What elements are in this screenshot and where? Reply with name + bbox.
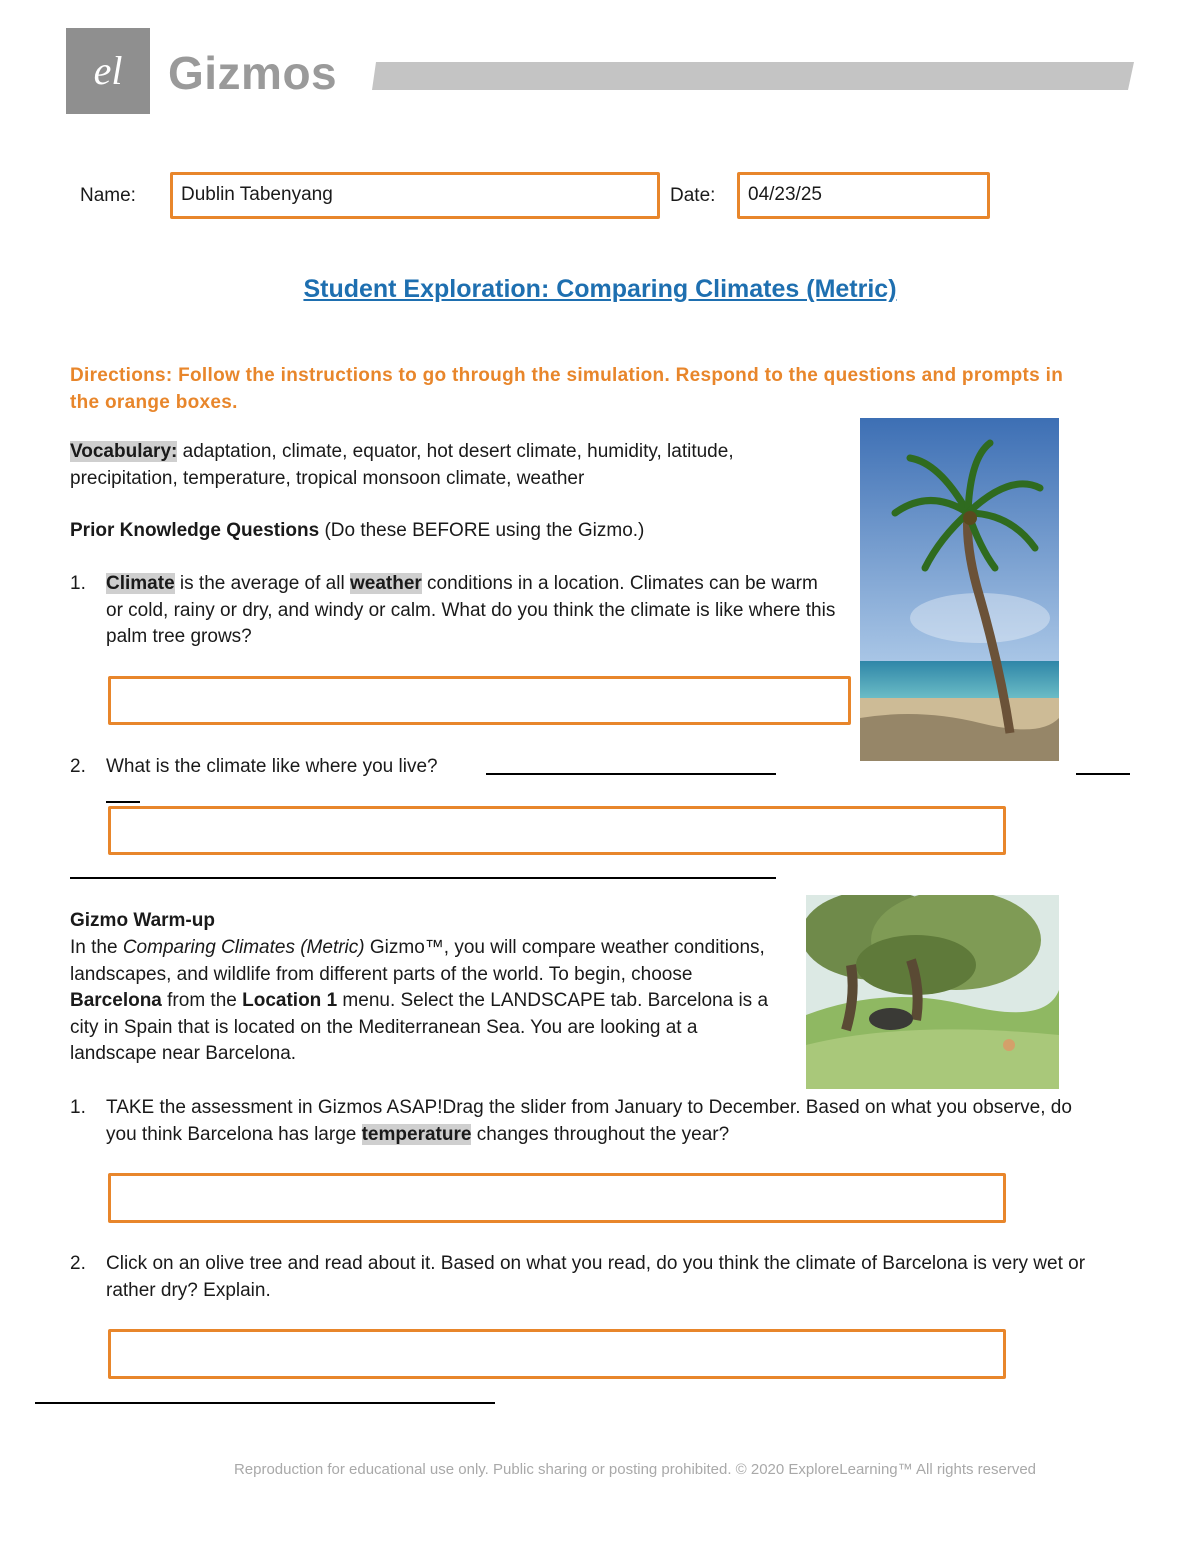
prior-heading-note: (Do these BEFORE using the Gizmo.) — [324, 520, 645, 541]
prior-q1-text — [106, 571, 836, 651]
explorelearning-logo-icon — [66, 28, 150, 114]
warmup-p4: menu. Select the LANDSCAPE tab. Barcelona is a city in Spain that is located on the Mediterranean Sea. You are looking at a landscape near Barcelona. — [70, 990, 769, 1064]
term-weather: weather — [349, 573, 422, 594]
barcelona-landscape-image — [806, 895, 1059, 1089]
prior-q1-part1: is the average of all — [174, 573, 350, 594]
svg-text:el: el — [93, 48, 123, 93]
answer-line — [70, 877, 776, 879]
prior-heading-text: Prior Knowledge Questions — [70, 520, 320, 541]
prior-q2-number: 2. — [70, 756, 86, 777]
warmup-q2-number: 2. — [70, 1253, 86, 1274]
page-title: Student Exploration: Comparing Climates (Metric) — [303, 275, 897, 303]
warmup-q2-text: Click on an olive tree and read about it. Based on what you read, do you think the climate of Barcelona is very wet or rather dry? Explain. — [106, 1253, 1086, 1301]
header-bar — [372, 62, 1134, 90]
warmup-p2: Gizmo™, you will compare weather conditions, landscapes, and wildlife from different parts of the world. To begin, choose — [70, 937, 765, 985]
name-field[interactable]: Dublin Tabenyang — [170, 172, 660, 219]
answer-line — [35, 1402, 495, 1404]
answer-line — [486, 773, 776, 775]
warmup-intro — [70, 935, 770, 1068]
prior-q1-number: 1. — [70, 573, 86, 594]
warmup-q1-number: 1. — [70, 1097, 86, 1118]
vocabulary — [70, 439, 840, 492]
warmup-heading: Gizmo Warm-up — [70, 910, 215, 931]
warmup-q1-answer-box[interactable] — [108, 1173, 1006, 1223]
term-climate: Climate — [106, 573, 175, 594]
palm-tree-image — [860, 418, 1059, 761]
prior-q1-answer-box[interactable] — [108, 676, 851, 725]
prior-q2-text: What is the climate like where you live? — [106, 756, 438, 777]
term-temperature: temperature — [361, 1123, 472, 1145]
date-field[interactable]: 04/23/25 — [737, 172, 990, 219]
name-label: Name: — [80, 185, 136, 206]
date-label: Date: — [670, 185, 716, 206]
prior-q1-part2: conditions in a location. Climates can be warm or cold, rainy or dry, and windy or calm. What do you think the climate is like where this palm tree grows? — [106, 573, 836, 647]
gizmo-name: Comparing Climates (Metric) — [122, 937, 365, 958]
prior-knowledge-heading — [70, 518, 840, 545]
brand-name: Gizmos — [168, 47, 338, 99]
warmup-p1: In the — [70, 937, 123, 958]
vocabulary-label: Vocabulary: — [70, 441, 178, 462]
logo — [66, 28, 150, 114]
vocabulary-terms: adaptation, climate, equator, hot desert climate, humidity, latitude, precipitation, temperature, tropical monsoon climate, weather — [70, 441, 734, 489]
answer-line — [106, 801, 140, 803]
warmup-q2-answer-box[interactable] — [108, 1329, 1006, 1379]
prior-q2-answer-box[interactable] — [108, 806, 1006, 855]
answer-line — [1076, 773, 1130, 775]
warmup-q1-part2: changes throughout the year? — [471, 1123, 730, 1145]
warmup-q1-text — [106, 1095, 1106, 1148]
location-barcelona: Barcelona — [70, 990, 162, 1011]
directions: Directions: Follow the instructions to go through the simulation. Respond to the questions and prompts in the orange boxes. — [70, 365, 1064, 413]
warmup-q1-part1: TAKE the assessment in Gizmos ASAP!Drag the slider from January to December. Based on what you observe, do you think Barcelona has large — [106, 1097, 1072, 1145]
location-menu: Location 1 — [242, 990, 338, 1011]
footer-copyright: Reproduction for educational use only. Public sharing or posting prohibited. © 2020 ExploreLearning™ All rights reserved — [233, 1461, 1037, 1478]
warmup-p3: from the — [161, 990, 243, 1011]
